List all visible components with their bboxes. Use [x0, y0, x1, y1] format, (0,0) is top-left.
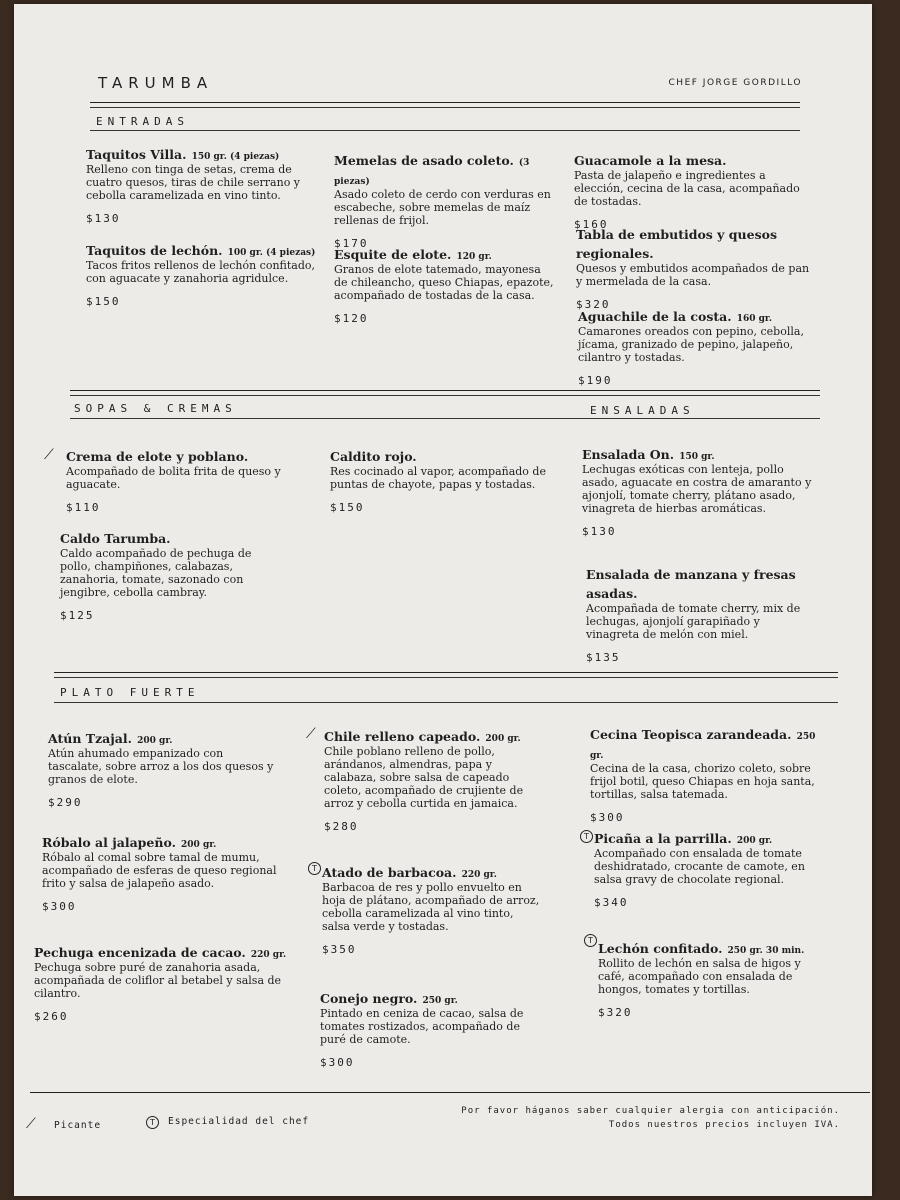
- divider: [90, 102, 800, 103]
- chef-name: CHEF JORGE GORDILLO: [668, 78, 802, 88]
- chef-special-icon: T: [146, 1116, 159, 1129]
- list-item: Cecina Teopisca zarandeada. 250 gr. Cecina de la casa, chorizo coleto, sobre frijol botil, queso Chiapas en hoja santa, tortillas, salsa tatemada. $300: [590, 727, 816, 824]
- list-item: Taquitos Villa. 150 gr. (4 piezas) Relleno con tinga de setas, crema de cuatro quesos, tiras de chile serrano y cebolla caramelizada en vino tinto. $130: [86, 147, 301, 225]
- legend-especialidad: Especialidad del chef: [168, 1116, 310, 1127]
- list-item: Taquitos de lechón. 100 gr. (4 piezas) Tacos fritos rellenos de lechón confitado, con aguacate y zanahoria agridulce. $150: [86, 243, 316, 308]
- allergy-note: Por favor háganos saber cualquier alergia con anticipación.: [461, 1106, 840, 1116]
- divider: [54, 677, 838, 678]
- divider: [90, 130, 800, 131]
- section-plato-fuerte: PLATO FUERTE: [60, 686, 200, 699]
- chili-icon: ⟋: [44, 447, 54, 463]
- list-item: Picaña a la parrilla. 200 gr. Acompañado con ensalada de tomate deshidratado, crocante de camote, en salsa gravy de chocolate regional. $340: [594, 831, 805, 909]
- list-item: Atún Tzajal. 200 gr. Atún ahumado empanizado con tascalate, sobre arroz a los dos quesos y granos de elote. $290: [48, 731, 274, 809]
- list-item: Crema de elote y poblano. Acompañado de bolita frita de queso y aguacate. $110: [66, 449, 281, 514]
- chef-special-icon: T: [584, 934, 597, 947]
- brand-title: TARUMBA: [98, 74, 214, 92]
- list-item: Esquite de elote. 120 gr. Granos de elote tatemado, mayonesa de chileancho, queso Chiapas, epazote, acompañado de tostadas de la casa. $120: [334, 247, 554, 325]
- list-item: Róbalo al jalapeño. 200 gr. Róbalo al comal sobre tamal de mumu, acompañado de esferas de queso regional frito y salsa de jalapeño asado. $300: [42, 835, 277, 913]
- legend-picante: Picante: [54, 1120, 102, 1131]
- list-item: Chile relleno capeado. 200 gr. Chile poblano relleno de pollo, arándanos, almendras, papa y calabaza, sobre salsa de capeado coleto, acompañado de crujiente de arroz y cebolla curtida en jamaica. $280: [324, 729, 524, 833]
- menu-page: [14, 4, 872, 1196]
- divider: [30, 1092, 870, 1093]
- list-item: Ensalada On. 150 gr. Lechugas exóticas con lenteja, pollo asado, aguacate en costra de amaranto y ajonjolí, tomate cherry, plátano asado, vinagreta de hierbas aromáticas. $130: [582, 447, 812, 538]
- list-item: Memelas de asado coleto. (3 piezas) Asado coleto de cerdo con verduras en escabeche, sobre memelas de maíz rellenas de frijol. $170: [334, 153, 551, 250]
- divider: [70, 395, 820, 396]
- chili-icon: ⟋: [26, 1116, 36, 1132]
- chef-special-icon: T: [580, 830, 593, 843]
- chili-icon: ⟋: [306, 726, 316, 742]
- list-item: Caldo Tarumba. Caldo acompañado de pechuga de pollo, champiñones, calabazas, zanahoria, tomate, sazonado con jengibre, cebolla cambray. $125: [60, 531, 252, 622]
- list-item: Caldito rojo. Res cocinado al vapor, acompañado de puntas de chayote, papas y tostadas. $150: [330, 449, 546, 514]
- section-ensaladas: ENSALADAS: [590, 404, 695, 417]
- iva-note: Todos nuestros precios incluyen IVA.: [608, 1120, 840, 1130]
- list-item: Ensalada de manzana y fresas asadas. Acompañada de tomate cherry, mix de lechugas, ajonjolí garapiñado y vinagreta de melón con miel. $135: [586, 567, 801, 664]
- divider: [70, 418, 820, 419]
- divider: [54, 672, 838, 673]
- list-item: Lechón confitado. 250 gr. 30 min. Rollito de lechón en salsa de higos y café, acompañado con ensalada de hongos, tomates y tortillas. $320: [598, 941, 805, 1019]
- section-sopas: SOPAS & CREMAS: [74, 402, 237, 415]
- list-item: Pechuga encenizada de cacao. 220 gr. Pechuga sobre puré de zanahoria asada, acompañada de coliflor al betabel y salsa de cilantro. $260: [34, 945, 287, 1023]
- chef-special-icon: T: [308, 862, 321, 875]
- list-item: Aguachile de la costa. 160 gr. Camarones oreados con pepino, cebolla, jícama, granizado de pepino, jalapeño, cilantro y tostadas. $190: [578, 309, 804, 387]
- section-entradas: ENTRADAS: [96, 115, 189, 128]
- list-item: Conejo negro. 250 gr. Pintado en ceniza de cacao, salsa de tomates rostizados, acompañado de puré de camote. $300: [320, 991, 524, 1069]
- list-item: Atado de barbacoa. 220 gr. Barbacoa de res y pollo envuelto en hoja de plátano, acompañado de arroz, cebolla caramelizada al vino tinto, salsa verde y tostadas. $350: [322, 865, 540, 956]
- divider: [54, 702, 838, 703]
- list-item: Tabla de embutidos y quesos regionales. Quesos y embutidos acompañados de pan y mermelada de la casa. $320: [576, 227, 810, 311]
- divider: [70, 390, 820, 391]
- divider: [90, 107, 800, 108]
- list-item: Guacamole a la mesa. Pasta de jalapeño e ingredientes a elección, cecina de la casa, acompañado de tostadas. $160: [574, 153, 800, 231]
